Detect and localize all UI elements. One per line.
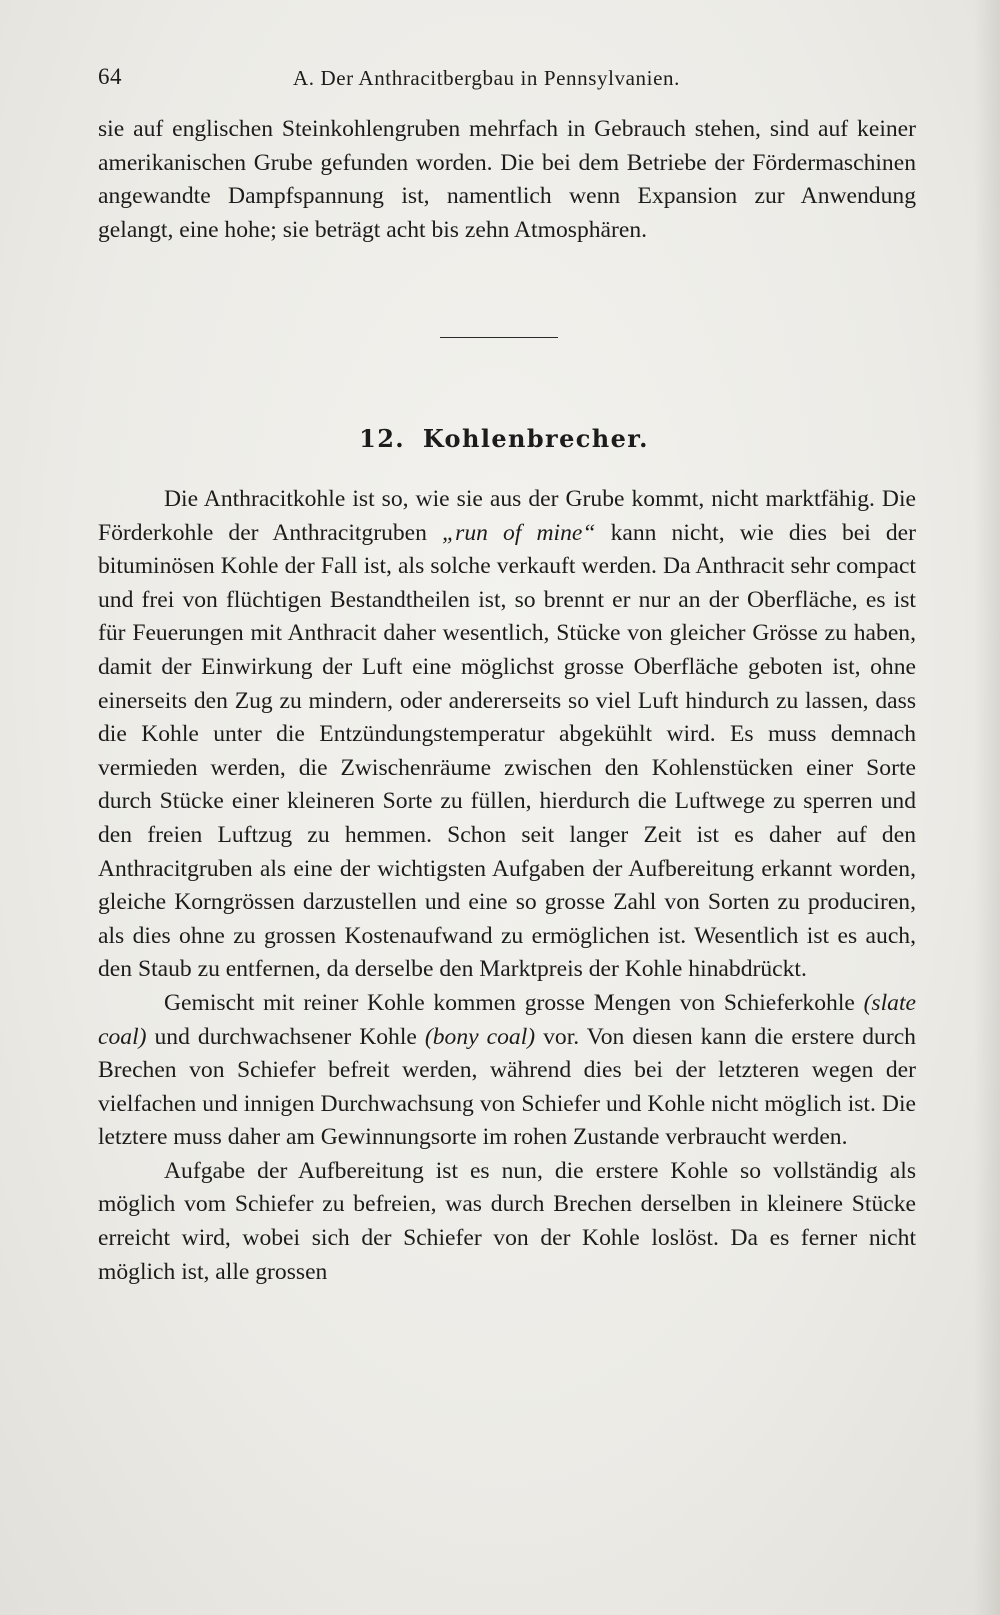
running-title: A. Der Anthracitbergbau in Pennsylvanien. [293, 66, 680, 90]
main-text-block [98, 483, 916, 1289]
paragraph-3: Aufgabe der Aufbereitung ist es nun, die erstere Kohle so vollständig als möglich vom Schiefer zu befreien, was durch Brechen derselben in kleinere Stücke erreicht wird, wobei sich der Schiefer von der Kohle loslöst. Da es ferner nicht möglich ist, alle grossen [98, 1157, 916, 1285]
paragraph-2-term-slate-coal: (slate coal) [98, 989, 916, 1050]
paragraph-2-text-a: Gemischt mit reiner Kohle kommen grosse Mengen von Schieferkohle [164, 989, 864, 1016]
section-number: 12. [359, 424, 406, 453]
intro-text-block [98, 113, 916, 247]
paragraph-1-text-b: kann nicht, wie dies bei der bituminösen Kohle der Fall ist, als solche verkauft werden. Da Anthracit sehr compact und frei von flüchtigen Bestandtheilen ist, so brennt er nur an der Oberfläche, es ist für Feuerungen mit Anthracit daher wesentlich, Stücke von gleicher Grösse zu haben, damit der Einwirkung der Luft eine möglichst grosse Oberfläche geboten ist, ohne einerseits den Zug zu mindern, oder andererseits so viel Luft hindurch zu lassen, dass die Kohle unter die Entzündungstemperatur abgekühlt wird. Es muss demnach vermieden werden, die Zwischenräume zwischen den Kohlenstücken einer Sorte durch Stücke einer kleineren Sorte zu füllen, hierdurch die Luftwege zu sperren und den freien Luftzug zu hemmen. Schon seit langer Zeit ist es daher auf den Anthracitgruben als eine der wichtigsten Aufgaben der Aufbereitung erkannt worden, gleiche Korngrössen darzustellen und eine so grosse Zahl von Sorten zu produciren, als dies ohne zu grossen Kostenaufwand zu ermöglichen ist. Wesentlich ist es auch, den Staub zu entfernen, da derselbe den Marktpreis der Kohle hinabdrückt. [98, 519, 917, 983]
paragraph-2-text-b: und durchwachsener Kohle [146, 1023, 425, 1050]
paragraph-2 [98, 987, 916, 1155]
paragraph-1-term-run-of-mine: „run of mine“ [442, 519, 596, 546]
running-head [98, 60, 916, 96]
page-number: 64 [98, 64, 122, 89]
section-heading [0, 424, 1000, 453]
intro-paragraph: sie auf englischen Steinkohlengruben mehrfach in Gebrauch stehen, sind auf keiner amerikanischen Grube gefunden worden. Die bei dem Betriebe der Fördermaschinen angewandte Dampfspannung ist, namentlich wenn Expansion zur Anwendung gelangt, eine hohe; sie beträgt acht bis zehn Atmosphären. [98, 116, 916, 243]
paragraph-2-text-c: vor. Von diesen kann die erstere durch Brechen von Schiefer befreit werden, während dies bei der letzteren wegen der vielfachen und innigen Durchwachsung von Schiefer und Kohle nicht möglich ist. Die letztere muss daher am Gewinnungsorte im rohen Zustande verbraucht werden. [98, 1023, 916, 1151]
paragraph-1-text-a: Die Anthracitkohle ist so, wie sie aus der Grube kommt, nicht marktfähig. Die Förderkohle der Anthracitgruben [98, 486, 916, 546]
section-divider-rule [440, 337, 558, 338]
paragraph-1 [98, 483, 916, 987]
section-title: Kohlenbrecher. [422, 424, 649, 453]
paragraph-2-term-bony-coal: (bony coal) [424, 1023, 536, 1050]
page-edge-shadow [974, 0, 1000, 1615]
